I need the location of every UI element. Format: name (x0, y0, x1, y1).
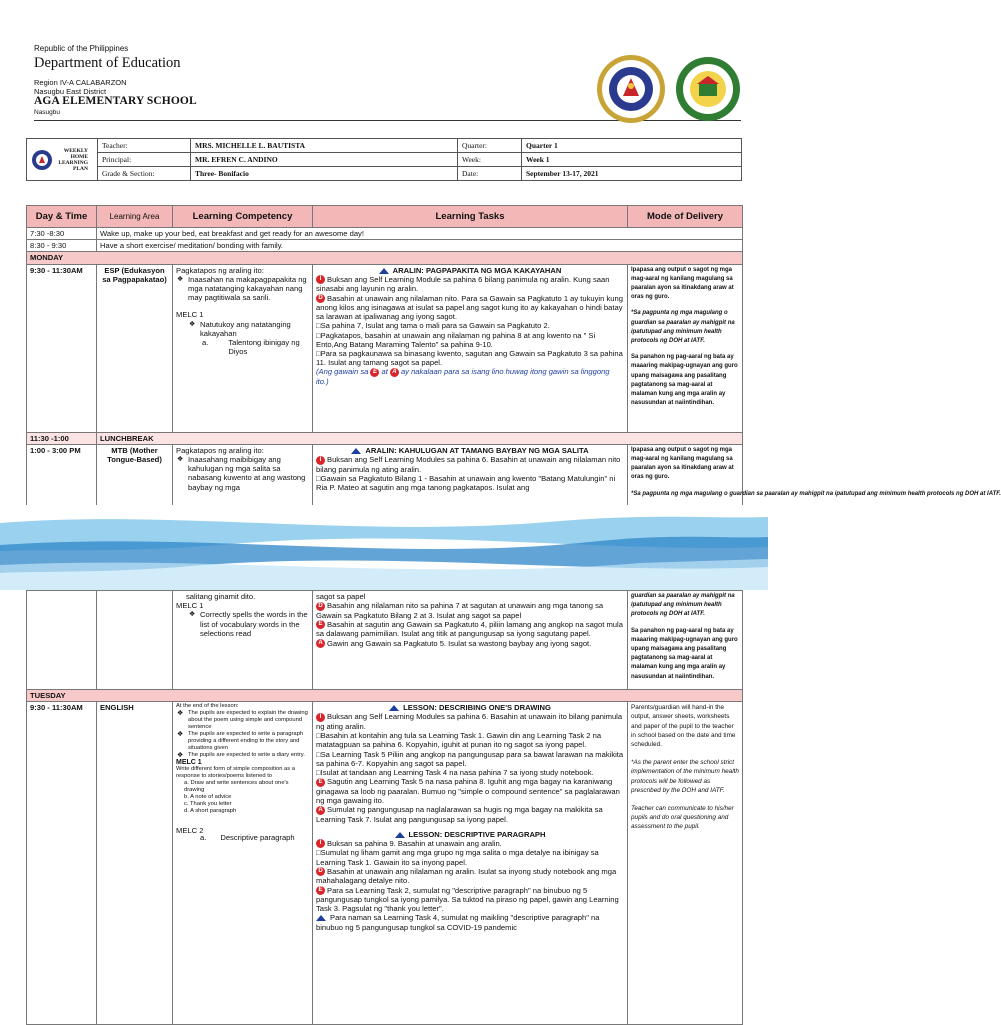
col-competency: Learning Competency (173, 206, 313, 228)
triangle-icon (389, 705, 399, 711)
d-badge-icon: D (316, 602, 325, 611)
task-text: Sa Learning Task 5 Piliin ang angkop na pangungusap para sa bawat larawan na makikita sa pahina 6-7. Kopyahin ang sagot sa papel. (316, 749, 624, 768)
republic-text: Republic of the Philippines (34, 44, 129, 53)
week-label: Week: (458, 153, 522, 167)
mode-text: *Sa pagpunta ng mga magulang o guardian sa paaralan ay mahigpit na ipatutupad ang minimum health protocols ng DOH at IATF. (631, 490, 1001, 497)
i-badge-icon: I (316, 839, 325, 848)
routine-time: 8:30 - 9:30 (27, 240, 97, 252)
grade-label: Grade & Section: (98, 167, 191, 181)
i-badge-icon: I (316, 713, 325, 722)
task-text: Isulat at tandaan ang Learning Task 4 na nasa pahina 7 sa iyong study notebook. (320, 767, 594, 777)
triangle-icon (351, 448, 361, 454)
e-badge-icon: E (316, 778, 325, 787)
mtb-tasks-cont (313, 591, 628, 690)
melc-label: MELC 1 (176, 310, 204, 320)
day-row-tuesday (27, 690, 743, 702)
table-row (27, 702, 743, 1025)
teacher-value: MRS. MICHELLE L. BAUTISTA (191, 139, 458, 153)
e-badge-icon: E (316, 620, 325, 629)
schedule-table-continued (26, 590, 743, 1025)
mode-text: Ipapasa ang output o sagot ng mga mag-aaral ng kanilang magulang sa paaralan ayon sa itinakdang araw at oras ng guro. (631, 266, 734, 301)
district-text: Nasugbu East District (34, 87, 107, 96)
task-text: Basahin at unawain ang nilalaman ng aralin. Isulat sa inyong study notebook ang mga mahahalagang detalye nito. (316, 866, 617, 886)
empty-cell (27, 591, 97, 690)
esp-area: ESP (Edukasyon sa Pagpapakatao) (97, 264, 173, 432)
melc-sub-letter: a. (200, 833, 207, 843)
task-text: Buksan ang Self Learning Module sa pahina 6 bilang panimula ng aralin. Kung saan sinasabi ang layunin ng aralin. (316, 274, 610, 294)
melc-label: MELC 2 (176, 826, 204, 836)
plan-label-cell (27, 139, 98, 181)
mode-text: Teacher can communicate to his/her pupils and do oral questioning and assessment to the pupil. (631, 805, 734, 831)
col-mode: Mode of Delivery (628, 206, 743, 228)
competency-intro: Pagkatapos ng araling ito: (176, 265, 264, 275)
task-text: Para sa Learning Task 2, sumulat ng "descriptive paragraph" na binubuo ng 5 pangungusap tungkol sa iyong pamilya. Sa tuktod na piraso ng papel, gawin ang Learning Task 3. Pagsulat ng "thank you letter". (316, 885, 619, 914)
e-badge-icon: E (370, 368, 379, 377)
mtb-competency-cont (173, 591, 313, 690)
note-text: ay nakalaan para sa isang lino huwag itong gawin sa linggong ito.) (316, 367, 610, 386)
table-row (27, 228, 743, 240)
triangle-icon (395, 832, 405, 838)
mode-text: *As the parent enter the school strict implementation of the minimum health protocols will be followed as prescribed by the DOH and IATF. (631, 759, 739, 794)
english-competency (173, 702, 313, 1025)
mtb-mode-cont (628, 591, 743, 690)
i-badge-icon: I (316, 456, 325, 465)
mode-text: Sa panahon ng pag-aaral ng bata ay maaaring makipag-ugnayan ang guro upang maisagawa ang pasalitang pagtatanong sa mag-aaral at malaman kung ang mga aralin ay nasusundan at naiintindihan. (631, 627, 738, 680)
grade-value: Three- Bonifacio (191, 167, 458, 181)
e-badge-icon: E (316, 886, 325, 895)
lesson-title: ARALIN: PAGPAPAKITA NG MGA KAKAYAHAN (392, 265, 562, 275)
lunch-label: LUNCHBREAK (97, 432, 743, 444)
competency-bullet: ❖ Inaasahang maibibigay ang kahulugan ng mga salita sa nabasang kuwento at ang wastong baybay ng mga (188, 455, 309, 492)
melc-item: ❖ Correctly spells the words in the list of vocabulary words in the selections read (200, 610, 309, 638)
task-text: Basahin at unawain ang nilalaman nito. Para sa Gawain sa Pagkatuto 1 ay tukuyin kung anong kilos ang isinagawa at isulat sa papel ang sagot kung ito ay kakayahan o hindi batay sa larawan at ipaliwanag ang iyong sagot. (316, 293, 623, 322)
task-text: Sa pahina 7, Isulat ang tama o mali para sa Gawain sa Pagkatuto 2. (320, 321, 550, 331)
melc-label: MELC 1 (176, 601, 204, 611)
mtb-tasks: ARALIN: KAHULUGAN AT TAMANG BAYBAY NG MGA SALITA I Buksan ang Self Learning Modules sa pahina 6. Basahin at unawain ang nilalaman nito bilang panimula ng ating aralin. □Gawain sa Pagkatuto Bilang 1 - Basahin at unawain ang kwento "Batang Matulungin" ni Ria P. Mateo at sagutin ang mga tanong pagkatapos. Isulat ang (313, 444, 628, 505)
competency-bullet: ❖ The pupils are expected to write a diary entry. (188, 752, 309, 759)
school-name: AGA ELEMENTARY SCHOOL (34, 95, 197, 107)
quarter-label: Quarter: (458, 139, 522, 153)
school-seal-icon (675, 56, 741, 122)
melc-item: b. A note of advice (184, 794, 232, 801)
melc-text: Write different form of simple composition as a response to stories/poems listened to (176, 766, 295, 780)
task-text: Para naman sa Learning Task 4, sumulat ng maikling "descriptive paragraph" na binubuo ng 5 pangungusap tungkol sa COVID-19 pandemic (316, 913, 600, 932)
melc-item: d. A short paragraph (184, 808, 237, 815)
routine-task: Have a short exercise/ meditation/ bonding with family. (97, 240, 743, 252)
region-text: Region IV-A CALABARZON (34, 78, 127, 87)
melc-sub-text: Talentong ibinigay ng Diyos (228, 338, 300, 357)
day-label: TUESDAY (27, 690, 743, 702)
triangle-icon (379, 268, 389, 274)
melc-item: ❖ Natutukoy ang natatanging kakayahan (200, 320, 309, 338)
day-label: MONDAY (27, 252, 743, 264)
competency-cont: salitang ginamit dito. (186, 592, 256, 601)
date-label: Date: (458, 167, 522, 181)
d-badge-icon: D (316, 294, 325, 303)
small-seal-icon (31, 149, 53, 171)
competency-intro: At the end of the lesson: (176, 703, 239, 710)
task-text: Sumulat ng liham gamit ang mga grupo ng mga salita o mga detalye na ibinigay sa Learning Task 1. Gawain ito sa inyong papel. (316, 848, 599, 867)
task-text: Basahin at kontahin ang tula sa Learning Task 1. Gawin din ang Learning Task 2 na matatagpuan sa pahina 6. Kopyahin, iguhit at punan ito ng sagot sa iyong papel. (316, 731, 602, 750)
task-text: Para sa pagkaunawa sa binasang kwento, sagutan ang Gawain sa Pagkatuto 3 sa pahina 11. Isulat ang tamang sagot sa papel. (316, 349, 623, 368)
mtb-area: MTB (Mother Tongue-Based) (97, 444, 173, 505)
task-text: Pagkatapos, basahin at unawain ang nilalaman ng pahina 8 at ang kwento na " Si Ento,Ang Batang Maraming Talento" sa pahina 9-10. (316, 330, 596, 349)
melc-sub-text: Descriptive paragraph (220, 833, 295, 843)
english-area: ENGLISH (97, 702, 173, 1025)
mtb-competency (173, 444, 313, 505)
i-badge-icon: I (316, 275, 325, 284)
competency-bullet: ❖ Inaasahan na makapagpapakita ng mga natatanging kakayahan nang may pagtitiwala sa sarili. (188, 275, 309, 303)
esp-competency (173, 264, 313, 432)
task-text: Buksan ang Self Learning Modules sa pahina 6. Basahin at unawain ito bilang panimula ng ating aralin. (316, 712, 623, 731)
mode-text: *Sa pagpunta ng mga magulang o guardian sa paaralan ay mahigpit na ipatutupad ang minimum health protocols ng DOH at IATF. (631, 310, 735, 345)
department-title: Department of Education (34, 55, 181, 71)
lunch-time: 11:30 -1:00 (27, 432, 97, 444)
competency-bullet: ❖ The pupils are expected to write a paragraph providing a different ending to the story and situations given (188, 731, 309, 752)
page-break-banner (0, 505, 768, 590)
table-row (27, 240, 743, 252)
col-learning-area: Learning Area (97, 206, 173, 228)
english-tasks: LESSON: DESCRIBING ONE'S DRAWING I Buksan ang Self Learning Modules sa pahina 6. Basahin at unawain ito bilang panimula ng ating aralin. □Basahin at kontahin ang tula sa Learning Task 1. Gawin din ang Learning Task 2 na matatagpuan sa pahina 6. Kopyahin, iguhit at punan ito ng sagot sa iyong papel. □Sa Learning Task 5 Piliin ang angkop na pangungusap para sa bawat larawan na makikita sa pahina 6-7. Kopyahin ang sagot sa papel. □Isulat at tandaan ang Learning Task 4 na nasa pahina 7 sa iyong study notebook. E Sagutin ang Learning Task 5 na nasa pahina 8. Iguhit ang mga bagay na karaniwang ginagawa sa loob ng paaralan. Bumuo ng "simple o compound sentence" sa paglalarawan ng mga gawaing ito. A Sumulat ng pangungusap na naglalarawan sa hugis ng mga bagay na makikita sa Learning Task 7. Isulat ang pangungusap sa iyong papel. LESSON: DESCRIPTIVE PARAGRAPH I Buksan sa pahina 9. Basahin at unawain ang aralin. □Sumulat ng liham gamit ang mga grupo ng mga salita o mga detalye na ibinigay sa Learning Task 1. Gawain ito sa inyong papel. D Basahin at unawain ang nilalaman ng aralin. Isulat sa inyong study notebook ang mga mahahalagang detalye nito. E Para sa Learning Task 2, sumulat ng "descriptive paragraph" na binubuo ng 5 pangungusap tungkol sa iyong pamilya. Sa tuktod na piraso ng papel, gawin ang Learning Task 3. Pagsulat ng "thank you letter". Para naman sa Learning Task 4, sumulat ng maikling "descriptive paragraph" na binubuo ng 5 pangungusap tungkol sa COVID-19 pandemic (313, 702, 628, 1025)
plan-info-table (26, 138, 742, 181)
schedule-table (26, 205, 1001, 506)
task-text: Sagutin ang Learning Task 5 na nasa pahina 8. Iguhit ang mga bagay na karaniwang ginagawa sa loob ng paaralan. Bumuo ng "simple o compound sentence" sa paglalarawan ng mga gawaing ito. (316, 777, 620, 805)
task-text: Basahin at sagutin ang Gawain sa Pagkatuto 4, piliin lamang ang angkop na sagot mula sa dalawang pamimilian. Isulat ang titik at pangungusap sa iyong sagutang papel. (316, 619, 623, 639)
teacher-label: Teacher: (98, 139, 191, 153)
lesson-title: LESSON: DESCRIBING ONE'S DRAWING (403, 703, 551, 713)
col-tasks: Learning Tasks (313, 206, 628, 228)
task-text: Buksan ang Self Learning Modules sa pahina 6. Basahin at unawain ang nilalaman nito bilang panimula ng ating aralin. (316, 455, 621, 474)
date-value: September 13-17, 2021 (522, 167, 742, 181)
triangle-icon (316, 915, 326, 921)
day-row-monday (27, 252, 743, 264)
municipality-text: Nasugbu (34, 109, 61, 116)
competency-intro: Pagkatapos ng araling ito: (176, 445, 264, 455)
task-text: Gawain sa Pagkatuto Bilang 1 - Basahin at unawain ang kwento "Batang Matulungin" ni Ria P. Mateo at sagutin ang mga tanong pagkatapos. Isulat ang (316, 473, 616, 492)
d-badge-icon: D (316, 867, 325, 876)
mode-text: Parents/guardian will hand-in the output, answer sheets, worksheets and paper of the pupil to the teacher in school based on the date and time scheduled. (631, 704, 736, 749)
table-row (27, 591, 743, 690)
routine-time: 7:30 -8:30 (27, 228, 97, 240)
deped-seal-icon (596, 54, 666, 124)
melc-item: c. Thank you letter (184, 801, 232, 808)
esp-mode (628, 264, 743, 432)
esp-time: 9:30 - 11:30AM (27, 264, 97, 432)
english-time: 9:30 - 11:30AM (27, 702, 97, 1025)
melc-sub-letter: a. (202, 338, 209, 348)
task-text: Buksan sa pahina 9. Basahin at unawain ang aralin. (327, 838, 502, 848)
task-text: Basahin ang nilalaman nito sa pahina 7 at sagutan at unawain ang mga tanong sa Gawain sa Pagkatuto Bilang 2 at 3. Isulat ang sagot sa papel (316, 601, 604, 620)
table-row (27, 444, 743, 505)
table-row (27, 432, 743, 444)
mtb-mode (628, 444, 1001, 505)
mode-text: Ipapasa ang output o sagot ng mga mag-aaral ng kanilang magulang sa paaralan ayon sa itinakdang araw at oras ng guro. (631, 446, 734, 481)
principal-value: MR. EFREN C. ANDINO (191, 153, 458, 167)
quarter-value: Quarter 1 (522, 139, 742, 153)
a-badge-icon: A (316, 806, 325, 815)
task-text: Sumulat ng pangungusap na naglalarawan sa hugis ng mga bagay na makikita sa Learning Task 7. Isulat ang pangungusap sa iyong papel. (316, 805, 603, 824)
week-value: Week 1 (522, 153, 742, 167)
note-text: (Ang gawain sa (316, 367, 369, 377)
mode-text: guardian sa paaralan ay mahigpit na ipatutupad ang minimum health protocols ng DOH at IATF. (631, 593, 735, 618)
note-text: at (381, 367, 388, 377)
task-text: Gawin ang Gawain sa Pagkatuto 5. Isulat sa wastong baybay ang iyong sagot. (327, 638, 592, 648)
melc-label: MELC 1 (176, 759, 202, 767)
mode-text: Sa panahon ng pag-aaral ng bata ay maaaring makipag-ugnayan ang guro upang maisagawa ang pasalitang pagtatanong sa mag-aaral at malaman kung ang mga aralin ay nasusundan at naiintindihan. (631, 354, 738, 407)
mtb-time: 1:00 - 3:00 PM (27, 444, 97, 505)
col-day-time: Day & Time (27, 206, 97, 228)
routine-task: Wake up, make up your bed, eat breakfast and get ready for an awesome day! (97, 228, 743, 240)
task-text: sagot sa papel (316, 592, 366, 601)
competency-bullet: ❖ The pupils are expected to explain the drawing about the poem using simple and compound sentence (188, 710, 309, 731)
plan-label: WEEKLY HOME LEARNING PLAN (58, 147, 88, 172)
melc-item: a. Draw and write sentences about one's drawing (184, 780, 289, 794)
principal-label: Principal: (98, 153, 191, 167)
esp-tasks: ARALIN: PAGPAPAKITA NG MGA KAKAYAHAN I Buksan ang Self Learning Module sa pahina 6 bilang panimula ng aralin. Kung saan sinasabi ang layunin ng aralin. D Basahin at unawain ang nilalaman nito. Para sa Gawain sa Pagkatuto 1 ay tukuyin kung anong kilos ang isinagawa at isulat sa papel ang sagot kung ito ay kakayahan o hindi batay sa larawan at ipaliwanag ang iyong sagot. □Sa pahina 7, Isulat ang tama o mali para sa Gawain sa Pagkatuto 2. □Pagkatapos, basahin at unawain ang nilalaman ng pahina 8 at ang kwento na " Si Ento,Ang Batang Maraming Talento" sa pahina 9-10. □Para sa pagkaunawa sa binasang kwento, sagutan ang Gawain sa Pagkatuto 3 sa pahina 11. Isulat ang tamang sagot sa papel. (Ang gawain sa E at A ay nakalaan para sa isang lino huwag itong gawin sa linggong ito.) (313, 264, 628, 432)
a-badge-icon: A (316, 639, 325, 648)
lesson-title: ARALIN: KAHULUGAN AT TAMANG BAYBAY NG MGA SALITA (365, 445, 589, 455)
english-mode (628, 702, 743, 1025)
empty-cell (97, 591, 173, 690)
a-badge-icon: A (390, 368, 399, 377)
lesson-title: LESSON: DESCRIPTIVE PARAGRAPH (408, 829, 546, 839)
table-row (27, 264, 743, 432)
